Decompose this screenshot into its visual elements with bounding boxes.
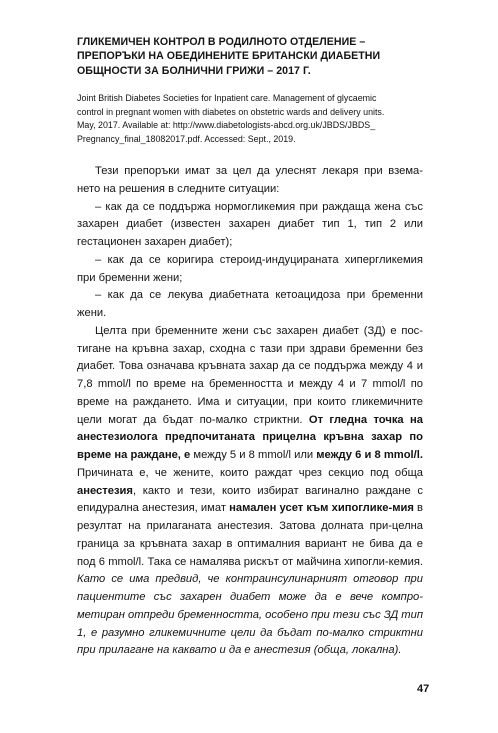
- citation-line: Pregnancy_final_18082017.pdf. Accessed: Sept., 2019.: [77, 134, 296, 145]
- citation-line: control in pregnant women with diabetes on obstetric wards and delivery units.: [77, 106, 385, 117]
- citation-line: May, 2017. Available at: http://www.diabetologists-abcd.org.uk/JBDS/JBDS_: [77, 120, 376, 131]
- text-run: , както и тези, които избират вагинално раждане с епидурална анестезия, имат: [77, 484, 423, 515]
- section-heading: [77, 35, 417, 78]
- text-run: Целта при бременните жени със захарен диабет (ЗД) е пос-тигане на кръвна захар, сходна с тази при здрави бременни без диабет. Това означава кръвната захар да се поддържа между 4 и 7,8 mmol/l по време на бременността и между 4 и 7 mmol/l по време на раждането. Има и ситуации, при които гликемичните цели могат да бъдат по-малко стриктни.: [77, 324, 423, 426]
- text-run: Причината е, че жените, които раждат чрез секцио под обща: [77, 466, 423, 479]
- italic-text: Като се има предвид, че контраинсулинарният отговор при пациентите със захарен диабет може да е вече компро-метиран отпреди бременността, особено при тези със ЗД тип 1, е разумно гликемичните цели да бъдат по-малко стриктни при прилагане на каквато и да е анестезия (обща, локална).: [77, 573, 423, 657]
- list-item: – как да се лекува диабетната кетоацидоза при бременни жени.: [77, 289, 423, 319]
- bold-text: От гледна точка на анестезиолога предпочитаната прицелна кръвна захар по време на раждане, е: [77, 413, 423, 461]
- page-number: 47: [417, 683, 430, 695]
- bold-text: между 6 и 8 mmol/l.: [316, 449, 423, 461]
- body-text: [77, 163, 423, 660]
- text-run: между 5 и 8 mmol/l или: [190, 449, 317, 461]
- list-item: – как да се коригира стероид-индуцираната хипергликемия при бременни жени;: [77, 253, 423, 284]
- heading-line: ОБЩНОСТИ ЗА БОЛНИЧНИ ГРИЖИ – 2017 Г.: [77, 64, 311, 77]
- bold-text: анестезия: [77, 484, 133, 497]
- text-run: в резултат на прилаганата анестезия. Затова долната при-целна граница за кръвната захар в оптималния вариант не бива да е под 6 mmol/l. Така се намалява рискът от майчина хипогли-кемия.: [77, 502, 423, 568]
- main-paragraph: [77, 323, 423, 660]
- citation-line: Joint British Diabetes Societies for Inpatient care. Management of glycaemic: [77, 93, 377, 103]
- source-citation: [77, 92, 422, 147]
- list-item: – как да се поддържа нормогликемия при раждаща жена със захарен диабет (известен захарен диабет тип 1, тип 2 или гестационен захарен диабет);: [77, 200, 423, 248]
- heading-line: ГЛИКЕМИЧЕН КОНТРОЛ В РОДИЛНОТО ОТДЕЛЕНИЕ –: [77, 36, 366, 48]
- heading-line: ПРЕПОРЪКИ НА ОБЕДИНЕНИТЕ БРИТАНСКИ ДИАБЕТНИ: [77, 50, 381, 63]
- bold-text: намален усет към хипоглике-мия: [229, 502, 414, 515]
- intro-paragraph: Тези препоръки имат за цел да улеснят лекаря при взема-нето на решения в следните ситуации:: [77, 165, 423, 195]
